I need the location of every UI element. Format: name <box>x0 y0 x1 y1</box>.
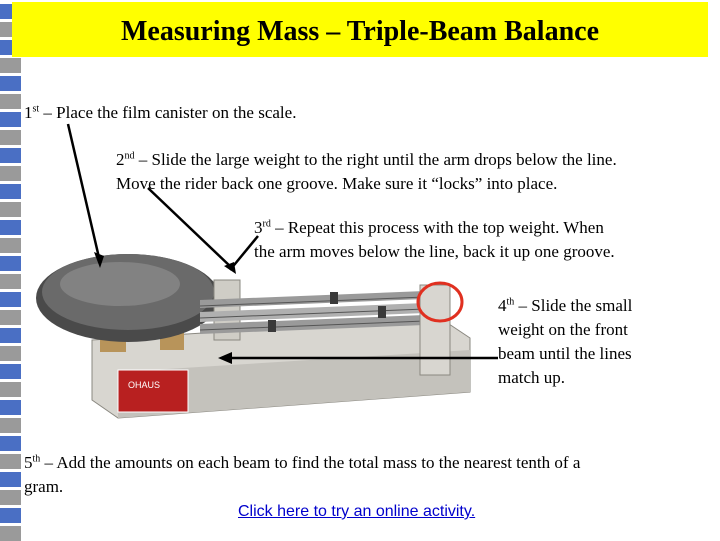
page-title: Measuring Mass – Triple-Beam Balance <box>120 16 600 47</box>
step-4-text <box>498 294 632 318</box>
pan-highlight <box>60 262 180 306</box>
step-3-line-2: the arm moves below the line, back it up one groove. <box>254 242 615 261</box>
step-number: 2 <box>116 150 125 169</box>
step-ordinal: th <box>32 453 41 465</box>
step-number: 4 <box>498 296 507 315</box>
step-4-line: – Slide the small <box>514 296 633 315</box>
step-2-line-2: Move the rider back one groove. Make sure it “locks” into place. <box>116 174 558 193</box>
rider-weight <box>268 320 276 332</box>
step-4-line-3: beam until the lines <box>498 344 632 363</box>
step-2-text <box>116 148 617 172</box>
step-number: 5 <box>24 453 33 472</box>
step-4-line-4: match up. <box>498 368 566 387</box>
rider-weight <box>378 306 386 318</box>
step-1-line: – Place the film canister on the scale. <box>39 103 297 122</box>
step-2-line: – Slide the large weight to the right until the arm drops below the line. <box>134 150 617 169</box>
step-ordinal: nd <box>124 150 135 162</box>
step-5-line-2: gram. <box>24 477 64 496</box>
online-activity-link[interactable]: Click here to try an online activity. <box>238 503 476 520</box>
ohaus-label <box>118 370 188 412</box>
rider-weight <box>330 292 338 304</box>
step-3-line: – Repeat this process with the top weight. When <box>270 218 604 237</box>
step-3-text <box>254 216 604 240</box>
step-5-line: – Add the amounts on each beam to find the total mass to the nearest tenth of a <box>40 453 581 472</box>
step-4-line-2: weight on the front <box>498 320 628 339</box>
brand-text: OHAUS <box>128 380 161 390</box>
step-ordinal: rd <box>262 218 271 230</box>
pointer-tower <box>420 285 450 375</box>
step-1-text <box>24 101 296 125</box>
step-ordinal: th <box>506 296 515 308</box>
step-ordinal: st <box>32 103 40 115</box>
step-5-text <box>24 451 580 475</box>
step-number: 3 <box>254 218 263 237</box>
step-number: 1 <box>24 103 33 122</box>
